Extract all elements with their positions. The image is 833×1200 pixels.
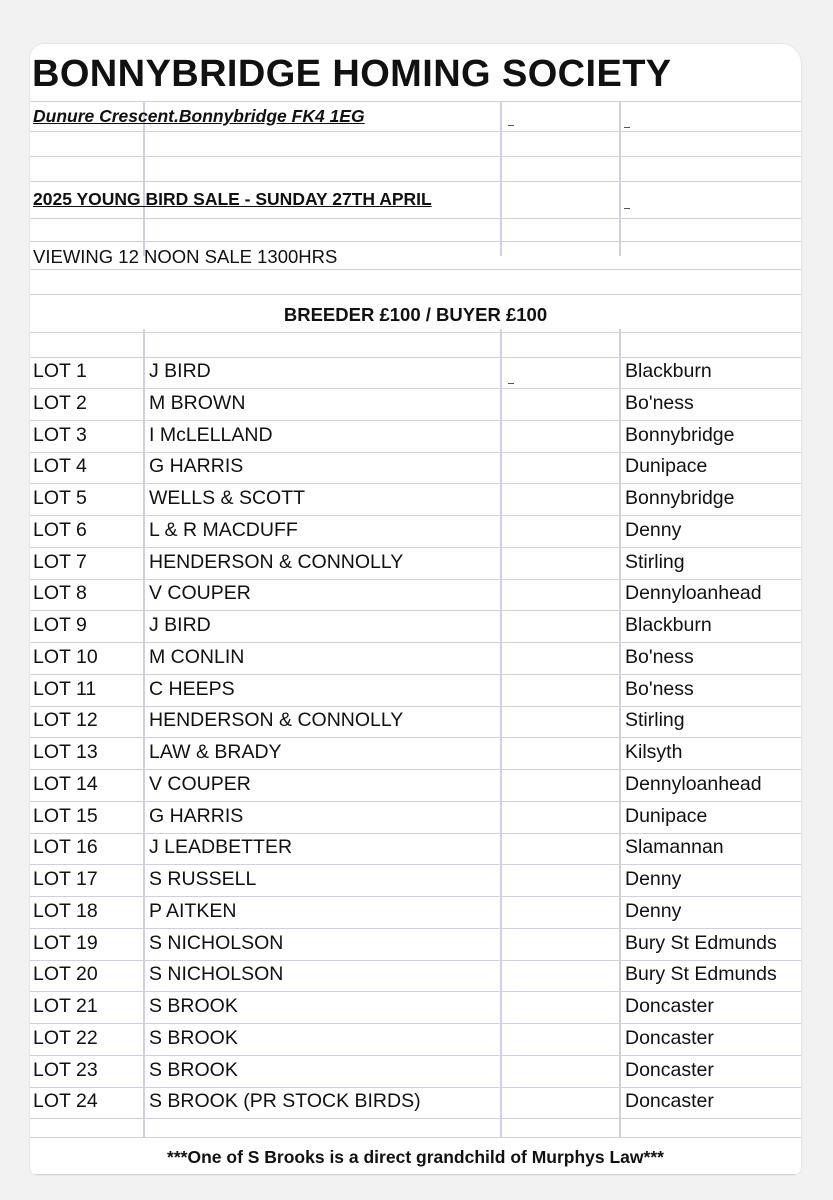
breeder-name: P AITKEN [149,899,237,922]
breeder-location: Doncaster [625,1090,714,1113]
cell-mark [508,383,514,384]
breeder-location: Bonnybridge [625,423,735,446]
table-row [30,992,801,1023]
breeder-location: Dunipace [625,804,708,827]
footnote: ***One of S Brooks is a direct grandchild of Murphys Law*** [167,1147,664,1167]
lot-number: LOT 11 [33,677,97,700]
table-row [30,833,801,864]
breeder-location: Bo'ness [625,645,694,668]
lot-number: LOT 23 [33,1058,98,1081]
breeder-name: J BIRD [149,614,211,636]
breeder-location: Bo'ness [625,391,694,414]
lot-number: LOT 10 [33,645,98,668]
lot-number: LOT 3 [33,423,87,446]
column-gridline [619,101,621,256]
table-row [30,579,801,610]
breeder-location: Denny [625,899,682,922]
row-gridline [30,269,801,270]
breeder-name: I McLELLAND [149,423,273,446]
column-gridline [500,101,502,256]
table-row [30,643,801,674]
breeder-name: HENDERSON & CONNOLLY [149,550,404,573]
breeder-location: Bonnybridge [625,487,735,509]
breeder-location: Bury St Edmunds [625,931,777,954]
table-row [30,738,801,769]
table-row [30,960,801,991]
breeder-name: WELLS & SCOTT [149,487,306,509]
cell-mark [508,125,514,126]
cell-mark [624,127,630,128]
lot-number: LOT 2 [33,391,87,414]
breeder-name: LAW & BRADY [149,741,282,763]
table-row [30,675,801,706]
lot-number: LOT 4 [33,455,87,478]
cell-mark [624,208,630,209]
lot-number: LOT 16 [33,836,98,859]
breeder-location: Doncaster [625,1026,714,1049]
table-row [30,770,801,801]
row-gridline [30,101,801,102]
row-gridline [30,1118,801,1119]
table-row [30,802,801,833]
breeder-name: G HARRIS [149,804,244,827]
breeder-location: Slamannan [625,836,724,859]
lot-number: LOT 20 [33,963,98,986]
breeder-location: Bury St Edmunds [625,963,777,986]
table-row [30,357,801,388]
address-line: Dunure Crescent.Bonnybridge FK4 1EG [33,106,365,126]
breeder-name: S BROOK [149,1058,238,1081]
lot-number: LOT 18 [33,899,98,922]
breeder-name: L & R MACDUFF [149,518,298,541]
breeder-name: S NICHOLSON [149,931,284,954]
page-title: BONNYBRIDGE HOMING SOCIETY [32,53,672,95]
breeder-name: V COUPER [149,582,251,605]
breeder-location: Denny [625,518,682,541]
breeder-name: J LEADBETTER [149,836,293,859]
breeder-name: S RUSSELL [149,868,257,890]
breeder-name: V COUPER [149,772,251,795]
lot-number: LOT 13 [33,741,98,763]
breeder-location: Bo'ness [625,677,694,700]
table-row [30,421,801,452]
row-gridline [30,241,801,242]
row-gridline [30,156,801,157]
lot-number: LOT 17 [33,868,98,890]
row-gridline [30,218,801,219]
lot-number: LOT 9 [33,614,87,636]
row-gridline [30,181,801,182]
breeder-name: M CONLIN [149,645,245,668]
breeder-name: J BIRD [149,360,211,382]
breeder-name: M BROWN [149,391,246,414]
breeder-name: G HARRIS [149,455,244,478]
table-row [30,611,801,642]
breeder-location: Doncaster [625,995,714,1017]
breeder-location: Denny [625,868,682,890]
viewing-time: VIEWING 12 NOON SALE 1300HRS [33,246,338,267]
breeder-location: Stirling [625,709,685,732]
lot-number: LOT 24 [33,1090,98,1113]
breeder-name: S NICHOLSON [149,963,284,986]
lot-number: LOT 12 [33,709,98,732]
table-row [30,1024,801,1055]
table-row [30,897,801,928]
table-row [30,484,801,515]
lot-number: LOT 19 [33,931,98,954]
table-row [30,452,801,483]
lot-number: LOT 6 [33,518,87,541]
lot-number: LOT 15 [33,804,98,827]
lot-number: LOT 5 [33,487,87,509]
row-gridline [30,1137,801,1138]
breeder-name: C HEEPS [149,677,235,700]
row-gridline [30,294,801,295]
fees-line: BREEDER £100 / BUYER £100 [283,304,548,325]
table-row [30,548,801,579]
lot-number: LOT 22 [33,1026,98,1049]
breeder-name: S BROOK [149,1026,238,1049]
lot-number: LOT 8 [33,582,87,605]
breeder-location: Dennyloanhead [625,772,762,795]
breeder-location: Doncaster [625,1058,714,1081]
row-gridline [30,131,801,132]
lot-number: LOT 21 [33,995,98,1017]
breeder-location: Blackburn [625,614,712,636]
table-row [30,1087,801,1118]
breeder-location: Dunipace [625,455,708,478]
lot-number: LOT 14 [33,772,98,795]
lot-number: LOT 7 [33,550,87,573]
table-row [30,1056,801,1087]
breeder-name: S BROOK [149,995,238,1017]
breeder-location: Kilsyth [625,741,683,763]
table-row [30,516,801,547]
sale-heading: 2025 YOUNG BIRD SALE - SUNDAY 27TH APRIL [33,189,432,209]
table-row [30,389,801,420]
row-gridline [30,332,801,333]
table-row [30,865,801,896]
breeder-location: Dennyloanhead [625,582,762,605]
spreadsheet-sheet [30,44,801,1175]
breeder-location: Stirling [625,550,685,573]
table-row [30,929,801,960]
breeder-name: S BROOK (PR STOCK BIRDS) [149,1090,421,1113]
lot-number: LOT 1 [33,360,87,382]
row-gridline [30,1174,801,1175]
table-row [30,706,801,737]
breeder-name: HENDERSON & CONNOLLY [149,709,404,732]
breeder-location: Blackburn [625,360,712,382]
